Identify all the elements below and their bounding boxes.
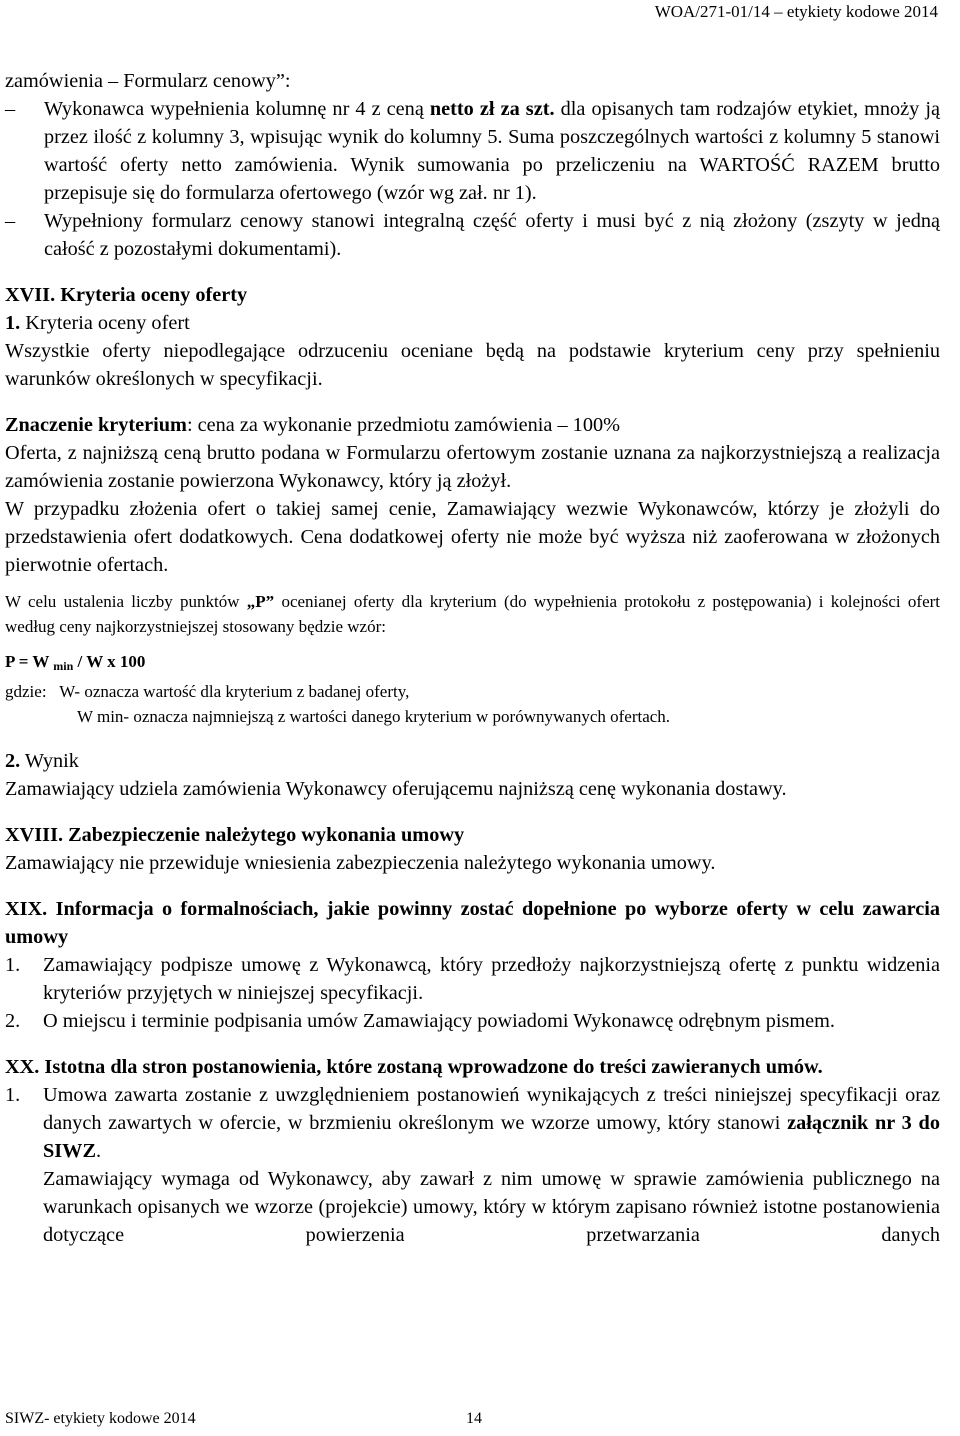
continuation-paragraph: Zamawiający wymaga od Wykonawcy, aby zawarł z nim umowę w sprawie zamówienia publicznego na warunkach opisanych we wzorze (projekcie) umowy, który w którym zapisano również istotne postanowienia dotyczące powierzenia przetwarzania danych xyxy=(43,1168,940,1246)
dash-marker: – xyxy=(5,98,16,120)
subsection-kryteria: 1. Kryteria oceny ofert xyxy=(5,312,190,334)
list-item: 1. Zamawiający podpisze umowę z Wykonawcą, który przedłoży najkorzystniejszą ofertę z punktu widzenia kryteriów przyjętych w niniejszej specyfikacji. xyxy=(5,951,940,1007)
oferta-paragraph: Oferta, z najniższą ceną brutto podana w Formularzu ofertowym zostanie uznana za najkorzystniejszą a realizacja zamówienia zostanie powierzona Wykonawcy, który ją złożył. xyxy=(5,442,940,492)
document-body xyxy=(5,67,940,1249)
list-item: 1. Umowa zawarta zostanie z uwzględnieniem postanowień wynikających z treści niniejszej specyfikacji oraz danych zawartych w ofercie, w brzmieniu określonym we wzorze umowy, który stanowi załącznik nr 3 do SIWZ. Zamawiający wymaga od Wykonawcy, aby zawarł z nim umowę w sprawie zamówienia publicznego na warunkach opisanych we wzorze (projekcie) umowy, który w którym zapisano również istotne postanowienia dotyczące powierzenia przetwarzania danych xyxy=(5,1081,940,1249)
list-marker: 2. xyxy=(5,1010,21,1032)
list-item: 2. O miejscu i terminie podpisania umów Zamawiający powiadomi Wykonawcę odrębnym pismem. xyxy=(5,1007,940,1035)
bullet-item xyxy=(5,207,940,263)
subsection-wynik: 2. Wynik xyxy=(5,750,79,772)
wynik-paragraph: Zamawiający udziela zamówienia Wykonawcy oferującemu najniższą cenę wykonania dostawy. xyxy=(5,778,787,800)
formula-legend-1: gdzie: W- oznacza wartość dla kryterium z badanej oferty, xyxy=(5,682,410,701)
znaczenie-line: Znaczenie kryterium: cena za wykonanie przedmiotu zamówienia – 100% xyxy=(5,414,621,436)
list-marker: 1. xyxy=(5,954,21,976)
points-formula-intro: W celu ustalenia liczby punktów „P” ocenianej oferty dla kryterium (do wypełnienia protokołu z postępowania) i kolejności ofert według ceny najkorzystniejszej stosowany będzie wzór: xyxy=(5,592,941,636)
footer-title: SIWZ- etykiety kodowe 2014 xyxy=(5,1410,196,1427)
bullet-item xyxy=(5,95,940,207)
formula-legend-2: W min- oznacza najmniejszą z wartości danego kryterium w porównywanych ofertach. xyxy=(77,707,671,726)
xviii-paragraph: Zamawiający nie przewiduje wniesienia zabezpieczenia należytego wykonania umowy. xyxy=(5,852,716,874)
intro-line: zamówienia – Formularz cenowy”: xyxy=(5,70,291,92)
kryteria-paragraph: Wszystkie oferty niepodlegające odrzuceniu oceniane będą na podstawie kryterium ceny przy spełnieniu warunków określonych w specyfikacji. xyxy=(5,340,940,390)
equal-price-paragraph: W przypadku złożenia ofert o takiej samej cenie, Zamawiający wezwie Wykonawców, którzy je złożyli do przedstawienia ofert dodatkowych. Cena dodatkowej oferty nie może być wyższa niż zaoferowana w złożonych pierwotnie ofertach. xyxy=(5,498,940,576)
dash-marker: – xyxy=(5,210,16,232)
section-title-xix: XIX. Informacja o formalnościach, jakie powinny zostać dopełnione po wyborze oferty w celu zawarcia umowy xyxy=(5,898,940,948)
running-header: WOA/271-01/14 – etykiety kodowe 2014 xyxy=(654,2,938,21)
bullet-text: Wypełniony formularz cenowy stanowi integralną część oferty i musi być z nią złożony (zszyty w jedną całość z pozostałymi dokumentami). xyxy=(44,210,940,260)
section-title-xx: XX. Istotna dla stron postanowienia, które zostaną wprowadzone do treści zawieranych umów. xyxy=(5,1056,823,1078)
list-marker: 1. xyxy=(5,1084,21,1106)
section-title-xvii: XVII. Kryteria oceny oferty xyxy=(5,284,248,306)
page-number: 14 xyxy=(466,1410,482,1427)
formula: P = W $_{min}$ / W x 100 xyxy=(5,652,146,673)
section-title-xviii: XVIII. Zabezpieczenie należytego wykonania umowy xyxy=(5,824,465,846)
bullet-text: Wykonawca wypełnienia kolumnę nr 4 z ceną netto zł za szt. dla opisanych tam rodzajów etykiet, mnoży ją przez ilość z kolumny 3, wpisując wynik do kolumny 5. Suma poszczególnych wartości z kolumny 5 stanowi wartość oferty netto zamówienia. Wynik sumowania po przeliczeniu na WARTOŚĆ RAZEM brutto przepisuje się do formularza ofertowego (wzór wg zał. nr 1). xyxy=(44,98,940,204)
